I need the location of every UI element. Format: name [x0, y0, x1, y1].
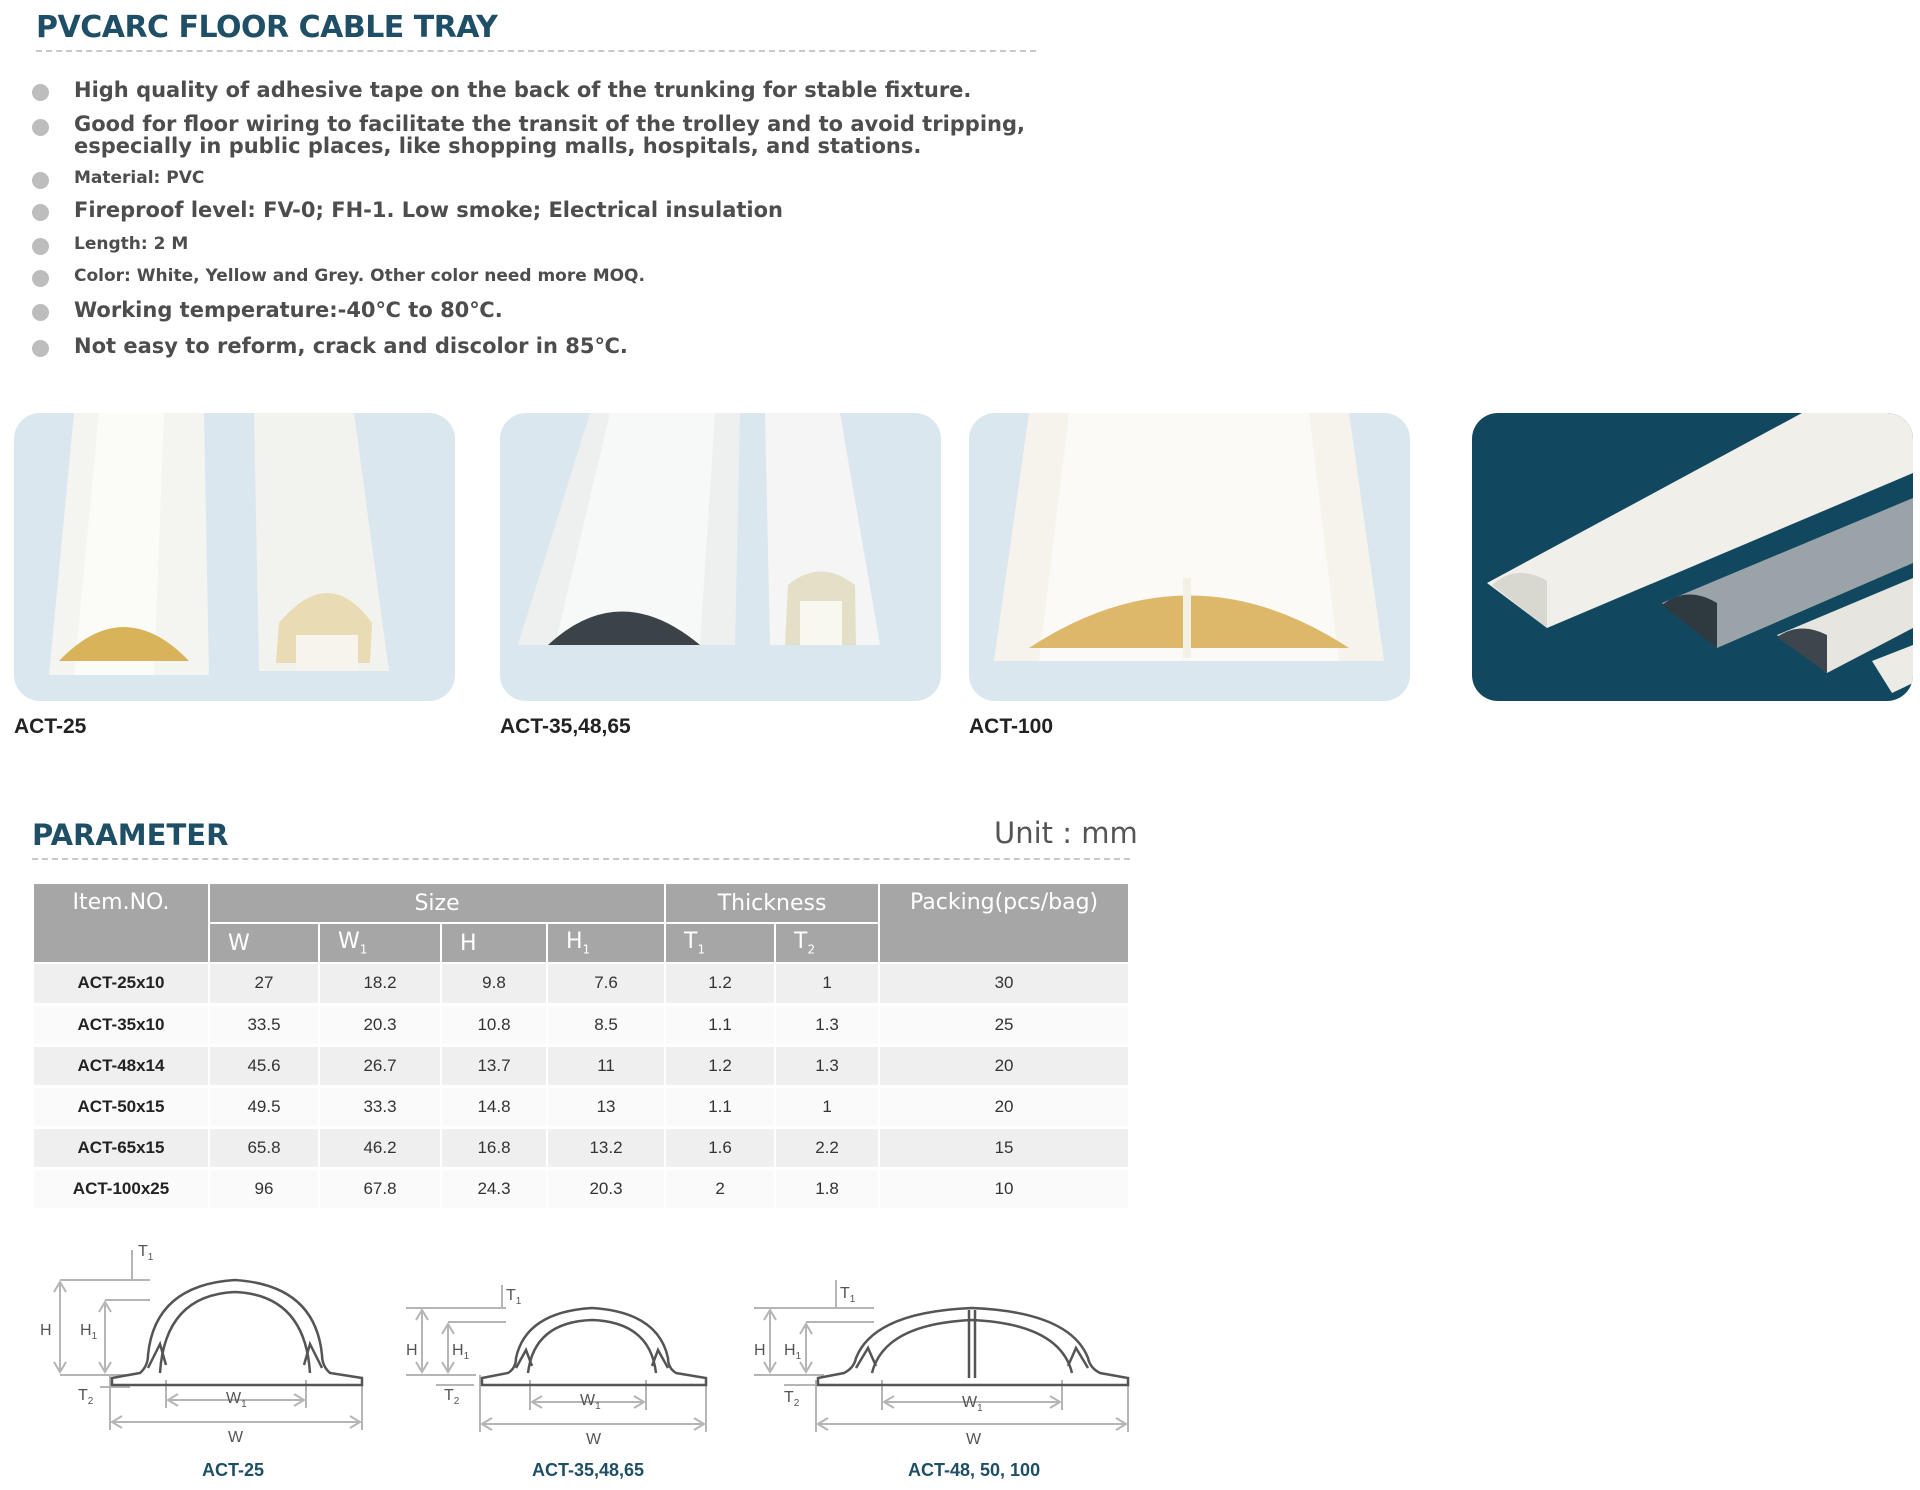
- header-t1: $T_1$: [665, 923, 775, 963]
- svg-text:H1: $H_1$: [80, 1322, 98, 1342]
- feature-item: Not easy to reform, crack and discolor in 85℃.: [30, 334, 1090, 358]
- svg-text:H1: $H_1$: [452, 1342, 470, 1362]
- header-item-no: Item.NO.: [33, 883, 209, 963]
- svg-text:W: W: [586, 1431, 602, 1448]
- cross-section-diagram-act-35-48-65: [396, 1240, 736, 1450]
- header-packing: Packing(pcs/bag): [879, 883, 1129, 963]
- table-row: ACT-35x10 33.5 20.3 10.8 8.5 1.1 1.3 25: [33, 1004, 1129, 1045]
- header-t2: $T_2$: [775, 923, 879, 963]
- table-row: ACT-100x25 96 67.8 24.3 20.3 2 1.8 10: [33, 1168, 1129, 1209]
- diagram-caption: ACT-35,48,65: [532, 1460, 645, 1480]
- svg-text:W1: $W_1$: [962, 1394, 983, 1414]
- cross-section-diagram-act-25: [30, 1240, 390, 1450]
- product-label: ACT-100: [969, 715, 1054, 738]
- bullet-icon: [32, 119, 49, 136]
- product-label: ACT-25: [14, 715, 87, 738]
- feature-item: Working temperature:-40℃ to 80℃.: [30, 298, 1090, 322]
- svg-text:W: W: [228, 1429, 244, 1446]
- product-photo-act-35-48-65: [500, 413, 941, 701]
- svg-text:T2: $T_2$: [78, 1387, 94, 1407]
- bullet-icon: [32, 340, 49, 357]
- product-photo-act-25: [14, 413, 455, 701]
- parameter-table: [32, 882, 1130, 1211]
- section-divider: [32, 858, 1130, 860]
- feature-item: Fireproof level: FV-0; FH-1. Low smoke; Electrical insulation: [30, 198, 1090, 222]
- header-h1: $H_1$: [547, 923, 665, 963]
- header-h: H: [441, 923, 547, 963]
- unit-label: Unit : mm: [994, 816, 1138, 850]
- svg-text:W1: $W_1$: [226, 1390, 247, 1410]
- svg-text:T1: $T_1$: [138, 1243, 154, 1263]
- header-w1: $W_1$: [319, 923, 441, 963]
- bullet-icon: [32, 238, 49, 255]
- header-w: W: [209, 923, 319, 963]
- svg-text:T2: $T_2$: [784, 1389, 800, 1409]
- diagram-caption: ACT-48, 50, 100: [908, 1460, 1041, 1480]
- svg-text:H: H: [754, 1342, 766, 1359]
- feature-item: Material: PVC: [30, 166, 1090, 190]
- svg-text:W: W: [966, 1431, 982, 1448]
- table-row: ACT-65x15 65.8 46.2 16.8 13.2 1.6 2.2 15: [33, 1127, 1129, 1168]
- title-divider: [36, 50, 1036, 52]
- cross-section-diagram-act-48-50-100: [744, 1240, 1144, 1450]
- svg-text:W1: $W_1$: [580, 1392, 601, 1412]
- header-size: Size: [209, 883, 665, 923]
- bullet-icon: [32, 172, 49, 189]
- svg-text:H: H: [40, 1322, 52, 1339]
- table-row: ACT-48x14 45.6 26.7 13.7 11 1.2 1.3 20: [33, 1045, 1129, 1086]
- svg-text:T1: $T_1$: [840, 1285, 856, 1305]
- feature-list: [30, 78, 1090, 358]
- svg-text:H1: $H_1$: [784, 1342, 802, 1362]
- diagram-caption: ACT-25: [202, 1460, 265, 1480]
- bullet-icon: [32, 304, 49, 321]
- product-photo-act-100: [969, 413, 1410, 701]
- page-title: PVCARC FLOOR CABLE TRAY: [36, 10, 498, 45]
- feature-item: Length: 2 M: [30, 232, 1090, 256]
- bullet-icon: [32, 84, 49, 101]
- table-row: ACT-25x10 27 18.2 9.8 7.6 1.2 1 30: [33, 963, 1129, 1004]
- svg-text:T1: $T_1$: [506, 1287, 522, 1307]
- bullet-icon: [32, 270, 49, 287]
- header-thickness: Thickness: [665, 883, 879, 923]
- section-title: PARAMETER: [32, 818, 229, 852]
- svg-text:H: H: [406, 1342, 418, 1359]
- svg-text:T2: $T_2$: [444, 1387, 460, 1407]
- feature-item: High quality of adhesive tape on the back of the trunking for stable fixture.: [30, 78, 1090, 102]
- product-label: ACT-35,48,65: [500, 715, 631, 738]
- feature-item: Color: White, Yellow and Grey. Other color need more MOQ.: [30, 264, 1090, 288]
- bullet-icon: [32, 204, 49, 221]
- feature-item: Good for floor wiring to facilitate the transit of the trolley and to avoid tripping, especially in public places, like shopping malls, hospitals, and stations.: [30, 113, 1090, 157]
- table-row: ACT-50x15 49.5 33.3 14.8 13 1.1 1 20: [33, 1086, 1129, 1127]
- product-photo-colors: [1472, 413, 1913, 701]
